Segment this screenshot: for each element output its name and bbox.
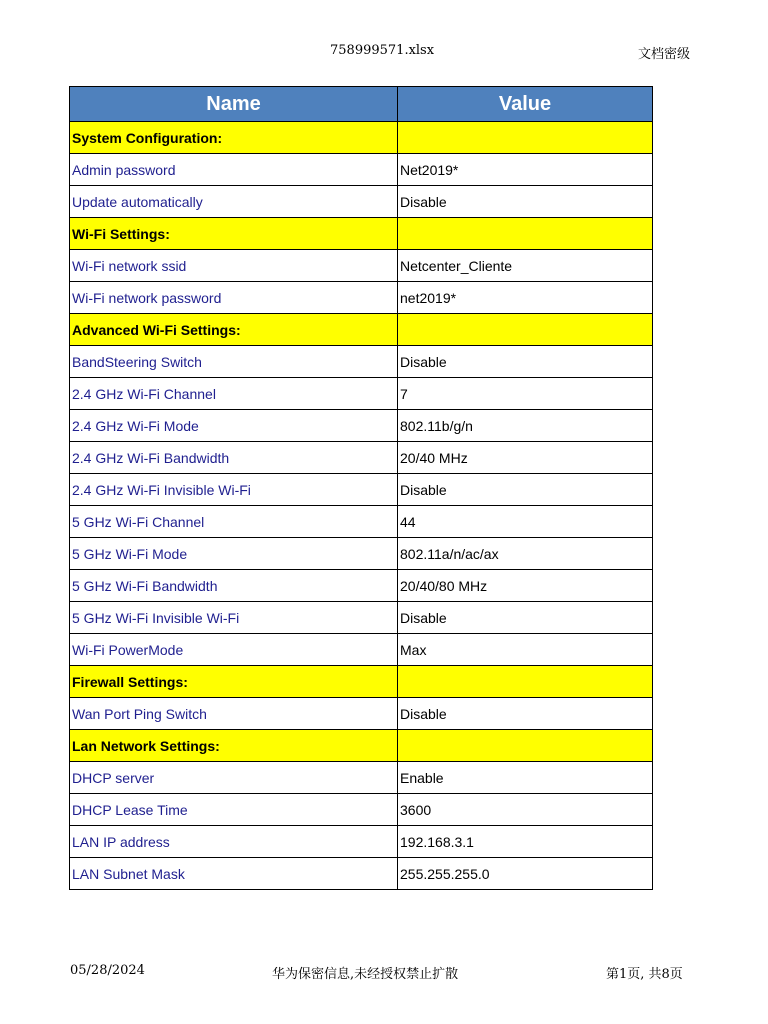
column-header-name: Name [70,87,398,122]
setting-value-cell: 7 [398,378,653,410]
table-row [70,762,653,794]
setting-name-cell: 2.4 GHz Wi-Fi Mode [70,410,398,442]
table-row [70,858,653,890]
setting-name-cell: 5 GHz Wi-Fi Bandwidth [70,570,398,602]
section-row [70,314,653,346]
setting-value-cell: Netcenter_Cliente [398,250,653,282]
table-row [70,154,653,186]
setting-name-cell: 2.4 GHz Wi-Fi Invisible Wi-Fi [70,474,398,506]
section-empty-cell [398,666,653,698]
setting-value-cell: Disable [398,602,653,634]
setting-name-cell: BandSteering Switch [70,346,398,378]
table-row [70,250,653,282]
section-title-cell: Wi-Fi Settings: [70,218,398,250]
footer-page-number: 第1页, 共8页 [606,967,683,982]
column-header-value: Value [398,87,653,122]
setting-name-cell: 2.4 GHz Wi-Fi Bandwidth [70,442,398,474]
setting-value-cell: Disable [398,698,653,730]
table-row [70,538,653,570]
section-empty-cell [398,730,653,762]
setting-name-cell: 2.4 GHz Wi-Fi Channel [70,378,398,410]
section-title-cell: System Configuration: [70,122,398,154]
setting-value-cell: 192.168.3.1 [398,826,653,858]
table-row [70,186,653,218]
setting-value-cell: 20/40 MHz [398,442,653,474]
setting-name-cell: DHCP server [70,762,398,794]
setting-value-cell: 44 [398,506,653,538]
setting-value-cell: Enable [398,762,653,794]
section-title-cell: Lan Network Settings: [70,730,398,762]
document-classification: 文档密级 [638,47,691,62]
section-row [70,122,653,154]
table-row [70,346,653,378]
setting-value-cell: Disable [398,474,653,506]
section-row [70,666,653,698]
table-row [70,794,653,826]
section-row [70,730,653,762]
document-filename: 758999571.xlsx [330,43,435,58]
setting-value-cell: 3600 [398,794,653,826]
section-title-cell: Advanced Wi-Fi Settings: [70,314,398,346]
setting-name-cell: Admin password [70,154,398,186]
setting-name-cell: 5 GHz Wi-Fi Invisible Wi-Fi [70,602,398,634]
table-row [70,602,653,634]
table-header-row [70,87,653,122]
table-row [70,698,653,730]
section-title-cell: Firewall Settings: [70,666,398,698]
setting-name-cell: LAN Subnet Mask [70,858,398,890]
section-empty-cell [398,314,653,346]
table-row [70,410,653,442]
setting-name-cell: Update automatically [70,186,398,218]
setting-value-cell: Net2019* [398,154,653,186]
setting-name-cell: Wi-Fi PowerMode [70,634,398,666]
setting-name-cell: LAN IP address [70,826,398,858]
setting-value-cell: 20/40/80 MHz [398,570,653,602]
table-row [70,442,653,474]
setting-name-cell: DHCP Lease Time [70,794,398,826]
table-row [70,282,653,314]
section-empty-cell [398,122,653,154]
setting-name-cell: 5 GHz Wi-Fi Channel [70,506,398,538]
setting-value-cell: net2019* [398,282,653,314]
setting-name-cell: 5 GHz Wi-Fi Mode [70,538,398,570]
table-row [70,826,653,858]
setting-value-cell: Max [398,634,653,666]
footer-date: 05/28/2024 [70,963,145,978]
table-row [70,378,653,410]
section-row [70,218,653,250]
setting-name-cell: Wi-Fi network password [70,282,398,314]
setting-value-cell: Disable [398,186,653,218]
footer-confidentiality-notice: 华为保密信息,未经授权禁止扩散 [272,967,459,982]
section-empty-cell [398,218,653,250]
table-row [70,570,653,602]
setting-value-cell: Disable [398,346,653,378]
table-row [70,474,653,506]
setting-name-cell: Wi-Fi network ssid [70,250,398,282]
setting-value-cell: 255.255.255.0 [398,858,653,890]
setting-value-cell: 802.11b/g/n [398,410,653,442]
table-row [70,634,653,666]
settings-table [69,86,653,890]
table-row [70,506,653,538]
table-body [70,122,653,890]
setting-value-cell: 802.11a/n/ac/ax [398,538,653,570]
setting-name-cell: Wan Port Ping Switch [70,698,398,730]
